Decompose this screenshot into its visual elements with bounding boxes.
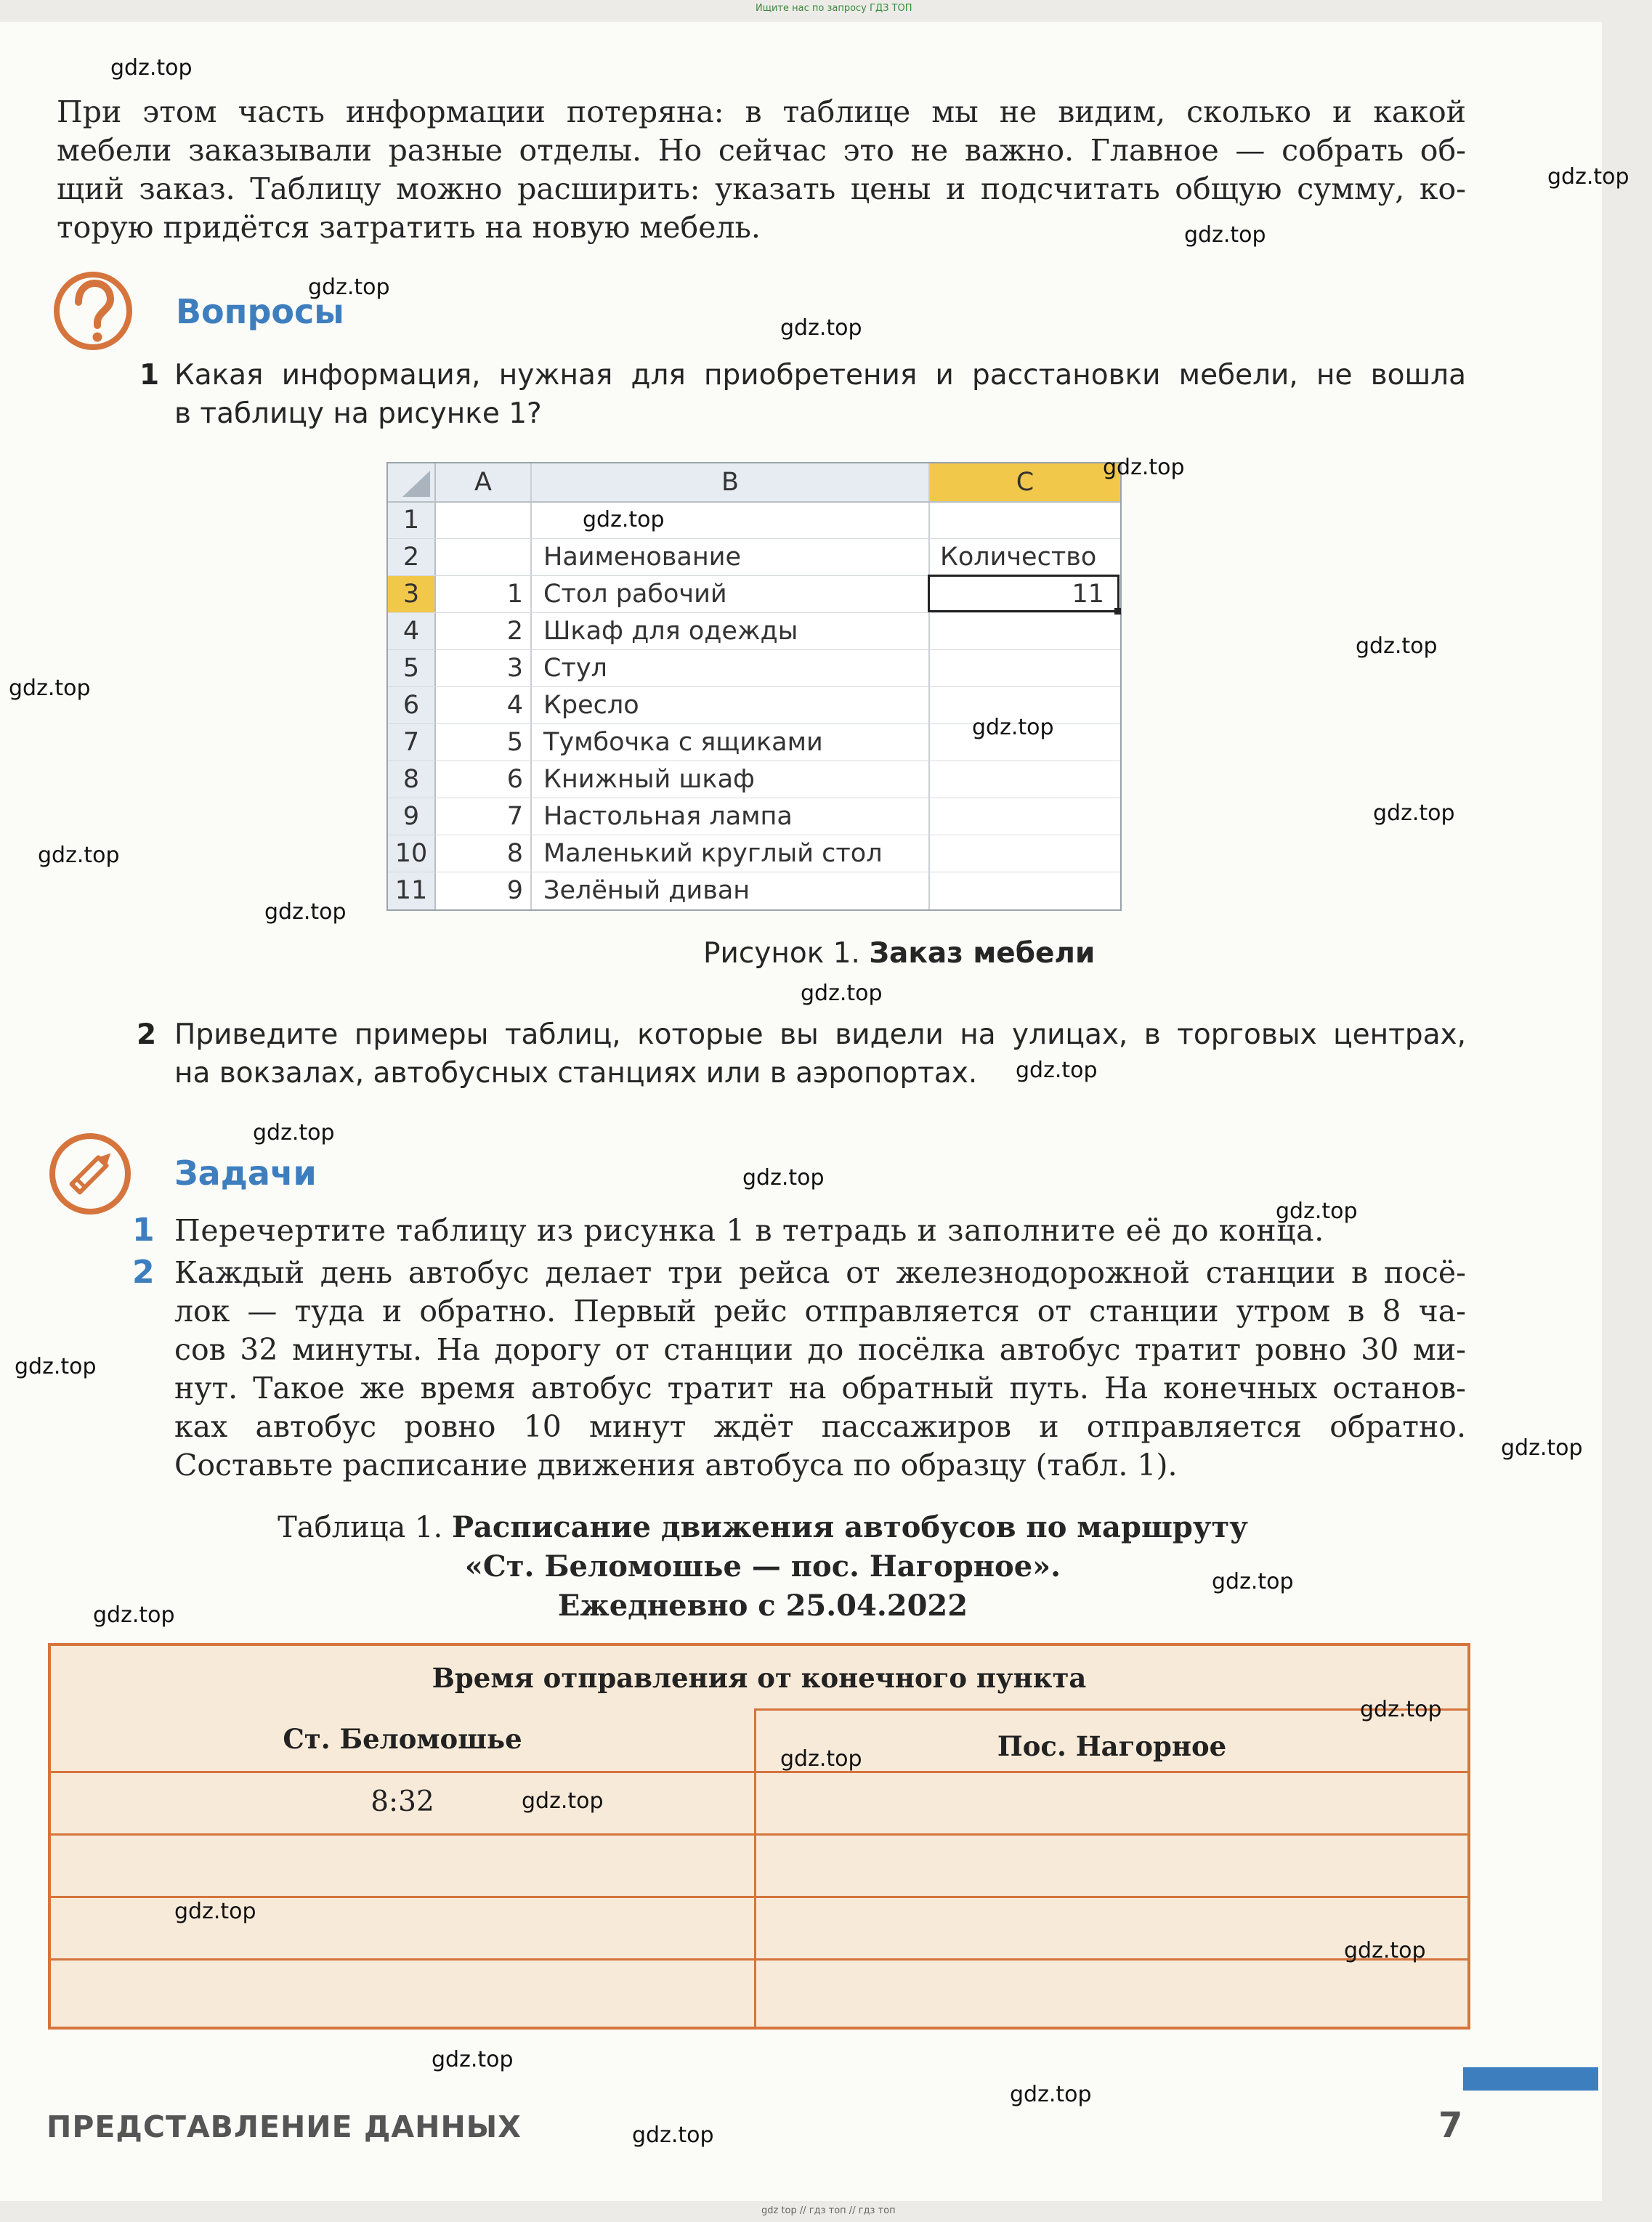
spreadsheet-figure: [386, 462, 1122, 911]
watermark: gdz.top: [432, 2047, 514, 2072]
watermark: gdz.top: [801, 981, 883, 1006]
cell-a-number[interactable]: 9: [506, 876, 523, 905]
cell-b-item-name[interactable]: Стул: [543, 654, 607, 683]
watermark: gdz.top: [253, 1120, 335, 1146]
watermark: gdz.top: [1212, 1569, 1294, 1594]
row-header[interactable]: 4: [402, 617, 420, 646]
cell-a-number[interactable]: 4: [506, 691, 523, 720]
cell-b-item-name[interactable]: Стол рабочий: [543, 580, 727, 609]
table-header-time: Время отправления от конечного пункта: [432, 1662, 1087, 1694]
bus-schedule-table: [48, 1643, 1470, 2030]
task-2-line: нут. Такое же время автобус тратит на обратный путь. На конечных останов-: [174, 1371, 1466, 1406]
task-2-text: [174, 1254, 1466, 1485]
table-divider: [51, 1771, 1467, 1773]
table-caption-line-2: «Ст. Беломошье — пос. Нагорное».: [464, 1549, 1061, 1584]
bottom-note: gdz top // гдз топ // гдз топ: [761, 2205, 896, 2216]
task-number: 2: [132, 1254, 155, 1291]
watermark: gdz.top: [110, 55, 193, 81]
tasks-title: Задачи: [174, 1153, 317, 1193]
watermark: gdz.top: [522, 1788, 604, 1814]
table-divider: [51, 1896, 1467, 1898]
cell-b2-header-name[interactable]: Наименование: [543, 543, 741, 572]
table-col-nagornoe: Пос. Нагорное: [997, 1730, 1227, 1762]
cell-b-item-name[interactable]: Настольная лампа: [543, 802, 793, 831]
watermark: gdz.top: [308, 275, 390, 300]
watermark: gdz.top: [9, 676, 91, 701]
table-caption-line-3: Ежедневно с 25.04.2022: [557, 1589, 968, 1623]
table-cell-first-time: 8:32: [371, 1785, 434, 1818]
cell-a-number[interactable]: 1: [506, 580, 523, 609]
intro-line: щий заказ. Таблицу можно расширить: указать цены и подсчитать общую сумму, ко-: [57, 171, 1466, 206]
pencil-icon: [48, 1132, 132, 1216]
task-2-line: Каждый день автобус делает три рейса от железнодорожной станции в посё-: [174, 1255, 1466, 1290]
cell-a-number[interactable]: 2: [506, 617, 523, 646]
cell-c2-header-quantity[interactable]: Количество: [940, 543, 1097, 572]
watermark: gdz.top: [1184, 222, 1266, 248]
watermark: gdz.top: [742, 1165, 825, 1191]
watermark: gdz.top: [264, 899, 347, 925]
watermark: gdz.top: [780, 315, 862, 341]
question-mark-icon: [52, 270, 134, 352]
question-1-line: в таблицу на рисунке 1?: [174, 397, 542, 430]
question-2-line: на вокзалах, автобусных станциях или в аэропортах.: [174, 1057, 978, 1090]
task-2-line: ках автобус ровно 10 минут ждёт пассажиров и отправляется обратно.: [174, 1409, 1466, 1444]
table-divider: [51, 1833, 1467, 1836]
cell-a-number[interactable]: 7: [506, 802, 523, 831]
watermark: gdz.top: [972, 715, 1054, 740]
watermark: gdz.top: [1360, 1697, 1442, 1722]
row-header[interactable]: 9: [402, 802, 420, 831]
watermark: gdz.top: [780, 1746, 862, 1772]
watermark: gdz.top: [1010, 2082, 1092, 2107]
cell-a-number[interactable]: 5: [506, 728, 523, 757]
row-header[interactable]: 6: [402, 691, 420, 720]
row-header[interactable]: 11: [394, 876, 428, 905]
top-note: Ищите нас по запросу ГДЗ ТОП: [756, 3, 912, 14]
watermark: gdz.top: [1547, 164, 1629, 190]
watermark: gdz.top: [1373, 800, 1455, 826]
page-number: 7: [1438, 2105, 1463, 2146]
question-number: 2: [137, 1018, 157, 1051]
footer-section-title: ПРЕДСТАВЛЕНИЕ ДАННЫХ: [46, 2109, 522, 2144]
questions-title: Вопросы: [176, 292, 344, 331]
watermark: gdz.top: [15, 1354, 97, 1379]
column-header-b[interactable]: B: [721, 468, 739, 497]
table-caption-title: Расписание движения автобусов по маршруту: [451, 1510, 1248, 1544]
intro-line: мебели заказывали разные отделы. Но сейчас это не важно. Главное — собрать об-: [57, 133, 1466, 168]
watermark: gdz.top: [583, 507, 665, 532]
cell-b-item-name[interactable]: Зелёный диван: [543, 876, 750, 905]
intro-line: торую придётся затратить на новую мебель.: [57, 210, 761, 245]
cell-b-item-name[interactable]: Маленький круглый стол: [543, 839, 883, 868]
watermark: gdz.top: [1356, 633, 1438, 659]
watermark: gdz.top: [1016, 1058, 1098, 1083]
table-col-belomoshye: Ст. Беломошье: [283, 1723, 522, 1755]
question-number: 1: [139, 359, 160, 392]
watermark: gdz.top: [1501, 1435, 1583, 1461]
watermark: gdz.top: [1103, 455, 1185, 480]
table-caption: [218, 1508, 1308, 1626]
row-header[interactable]: 1: [402, 506, 420, 535]
figure-caption-title: Заказ мебели: [869, 937, 1096, 970]
watermark: gdz.top: [93, 1602, 175, 1628]
question-2-line: Приведите примеры таблиц, которые вы видели на улицах, в торговых центрах,: [174, 1018, 1466, 1051]
cell-a-number[interactable]: 8: [506, 839, 523, 868]
table-divider: [51, 1958, 1467, 1961]
cell-b-item-name[interactable]: Шкаф для одежды: [543, 617, 798, 646]
cell-b-item-name[interactable]: Книжный шкаф: [543, 765, 755, 794]
question-2-text: [174, 1015, 1466, 1092]
column-header-a[interactable]: A: [474, 468, 492, 497]
task-2-line: сов 32 минуты. На дорогу от станции до посёлка автобус тратит ровно 30 ми-: [174, 1332, 1466, 1367]
task-1-text: Перечертите таблицу из рисунка 1 в тетрадь и заполните её до конца.: [174, 1213, 1324, 1248]
watermark: gdz.top: [38, 843, 120, 868]
table-caption-line-1: [218, 1508, 1308, 1547]
task-2-line: лок — туда и обратно. Первый рейс отправляется от станции утром в 8 ча-: [174, 1294, 1466, 1329]
figure-caption: [703, 937, 1095, 970]
question-1-line: Какая информация, нужная для приобретения и расстановки мебели, не вошла: [174, 359, 1466, 392]
question-1-text: [174, 356, 1466, 433]
intro-line: При этом часть информации потеряна: в таблице мы не видим, сколько и какой: [57, 94, 1466, 129]
row-header[interactable]: 5: [402, 654, 420, 683]
footer-blue-bar: [1463, 2067, 1598, 2091]
cell-a-number[interactable]: 6: [506, 765, 523, 794]
cell-b-item-name[interactable]: Кресло: [543, 691, 639, 720]
table-caption-prefix: Таблица 1.: [278, 1511, 443, 1544]
row-header[interactable]: 10: [394, 839, 428, 868]
cell-c3-quantity[interactable]: 11: [1072, 580, 1104, 609]
fill-handle[interactable]: [1114, 608, 1121, 615]
column-header-c[interactable]: C: [1016, 468, 1034, 497]
watermark: gdz.top: [174, 1899, 256, 1924]
watermark: gdz.top: [632, 2122, 714, 2148]
row-header[interactable]: 2: [402, 543, 420, 572]
row-header[interactable]: 3: [402, 580, 420, 609]
row-header[interactable]: 7: [402, 728, 420, 757]
task-number: 1: [132, 1212, 155, 1249]
figure-caption-prefix: Рисунок 1.: [703, 937, 860, 970]
task-2-line: Составьте расписание движения автобуса по образцу (табл. 1).: [174, 1448, 1178, 1483]
cell-b-item-name[interactable]: Тумбочка с ящиками: [543, 728, 823, 757]
row-header[interactable]: 8: [402, 765, 420, 794]
cell-a-number[interactable]: 3: [506, 654, 523, 683]
watermark: gdz.top: [1344, 1938, 1426, 1963]
watermark: gdz.top: [1276, 1199, 1358, 1224]
